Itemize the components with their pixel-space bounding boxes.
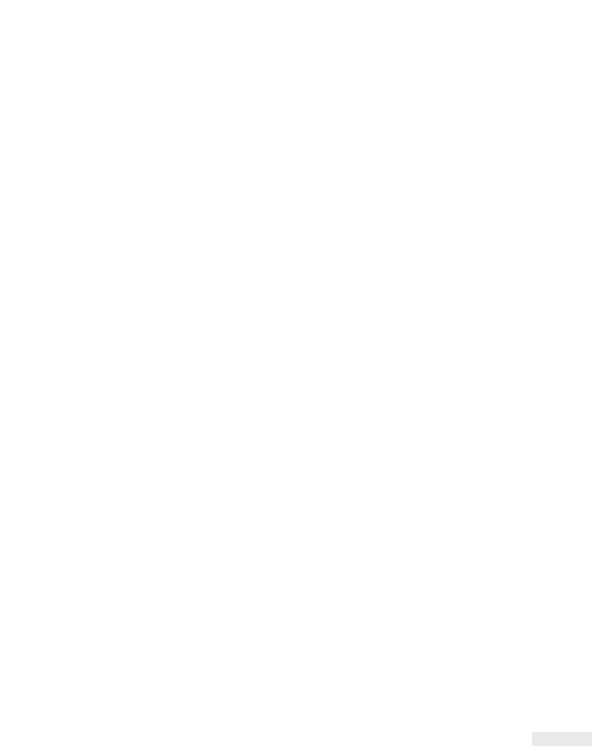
page-corner-mark <box>532 732 592 746</box>
